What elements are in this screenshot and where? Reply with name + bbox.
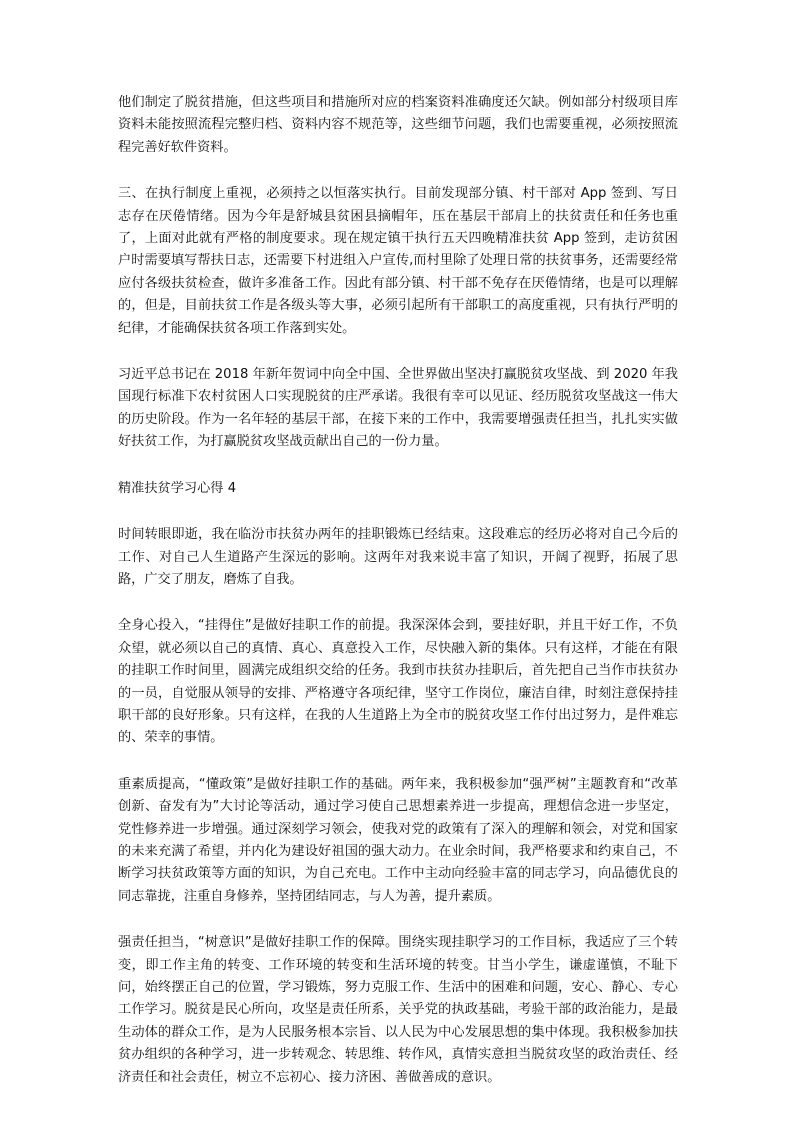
paragraph-full-commitment: 全身心投入，“挂得住”是做好挂职工作的前提。我深深体会到，要挂好职，并且干好工作，不负众望，就必须以自己的真情、真心、真意投入工作，尽快融入新的集体。只有这样，才能在有限的挂职工作时间里，圆满完成组织交给的任务。我到市扶贫办挂职后，首先把自己当作市扶贫办的一员，自觉服从领导的安排、严格遵守各项纪律，坚守工作岗位，廉洁自律，时刻注意保持挂职干部的良好形象。只有这样，在我的人生道路上为全市的脱贫攻坚工作付出过努力，是件难忘的、荣幸的事情。 <box>118 618 678 746</box>
section-heading: 精准扶贫学习心得 4 <box>118 480 237 496</box>
paragraph-quality-improvement: 重素质提高，“懂政策”是做好挂职工作的基础。两年来，我积极参加“强严树”主题教育和“改革创新、奋发有为”大讨论等活动，通过学习使自己思想素养进一步提高，理想信念进一步坚定，党性修养进一步增强。通过深刻学习领会，使我对党的政策有了深入的理解和领会，对党和国家的未来充满了希望，并内化为建设好祖国的强大动力。在业余时间，我严格要求和约束自己，不断学习扶贫政策等方面的知识，为自己充电。工作中主动向经验丰富的同志学习，向品德优良的同志靠拢，注重自身修养，坚持团结同志，与人为善，提升素质。 <box>118 776 678 904</box>
paragraph-execution-system: 三、在执行制度上重视，必须持之以恒落实执行。目前发现部分镇、村干部对 App 签到、写日志存在厌倦情绪。因为今年是舒城县贫困县摘帽年，压在基层干部肩上的扶贫责任和任务也重了，上面对此就有严格的制度要求。现在规定镇干执行五天四晚精准扶贫 App 签到，走访贫困户时需要填写帮扶日志，还需要下村进组入户宣传,而村里除了处理日常的扶贫事务，还需要经常应付各级扶贫检查，做许多准备工作。因此有部分镇、村干部不免存在厌倦情绪，也是可以理解的，但是，目前扶贫工作是各级头等大事，必须引起所有干部职工的高度重视，只有执行严明的纪律，才能确保扶贫各项工作落到实处。 <box>118 186 678 336</box>
paragraph-archive-data: 他们制定了脱贫措施，但这些项目和措施所对应的档案资料准确度还欠缺。例如部分村级项目库资料未能按照流程完整归档、资料内容不规范等，这些细节问题，我们也需要重视，必须按照流程完善好软件资料。 <box>118 95 678 155</box>
paragraph-new-year-address: 习近平总书记在 2018 年新年贺词中向全中国、全世界做出坚决打赢脱贫攻坚战、到 2020 年我国现行标准下农村贫困人口实现脱贫的庄严承诺。我很有幸可以见证、经历脱贫攻坚战这一伟大的历史阶段。作为一名年轻的基层干部，在接下来的工作中，我需要增强责任担当，扎扎实实做好扶贫工作，为打赢脱贫攻坚战贡献出自己的一份力量。 <box>118 367 678 450</box>
paragraph-secondment-end: 时间转眼即逝，我在临汾市扶贫办两年的挂职锻炼已经结束。这段难忘的经历必将对自己今后的工作、对自己人生道路产生深远的影响。这两年对我来说丰富了知识，开阔了视野，拓展了思路，广交了朋友，磨炼了自我。 <box>118 527 678 587</box>
document-page <box>118 92 678 1113</box>
paragraph-responsibility: 强责任担当，“树意识”是做好挂职工作的保障。围绕实现挂职学习的工作目标，我适应了三个转变，即工作主角的转变、工作环境的转变和生活环境的转变。甘当小学生，谦虚谨慎，不耻下问，始终摆正自己的位置，学习锻炼，努力克服工作、生活中的困难和问题，安心、静心、专心工作学习。脱贫是民心所向，攻坚是责任所系，关乎党的执政基础，考验干部的政治能力，是最生动体的群众工作，是为人民服务根本宗旨、以人民为中心发展思想的集中体现。我积极参加扶贫办组织的各种学习，进一步转观念、转思维、转作风，真情实意担当脱贫攻坚的政治责任、经济责任和社会责任，树立不忘初心、接力济困、善做善成的意识。 <box>118 935 678 1085</box>
